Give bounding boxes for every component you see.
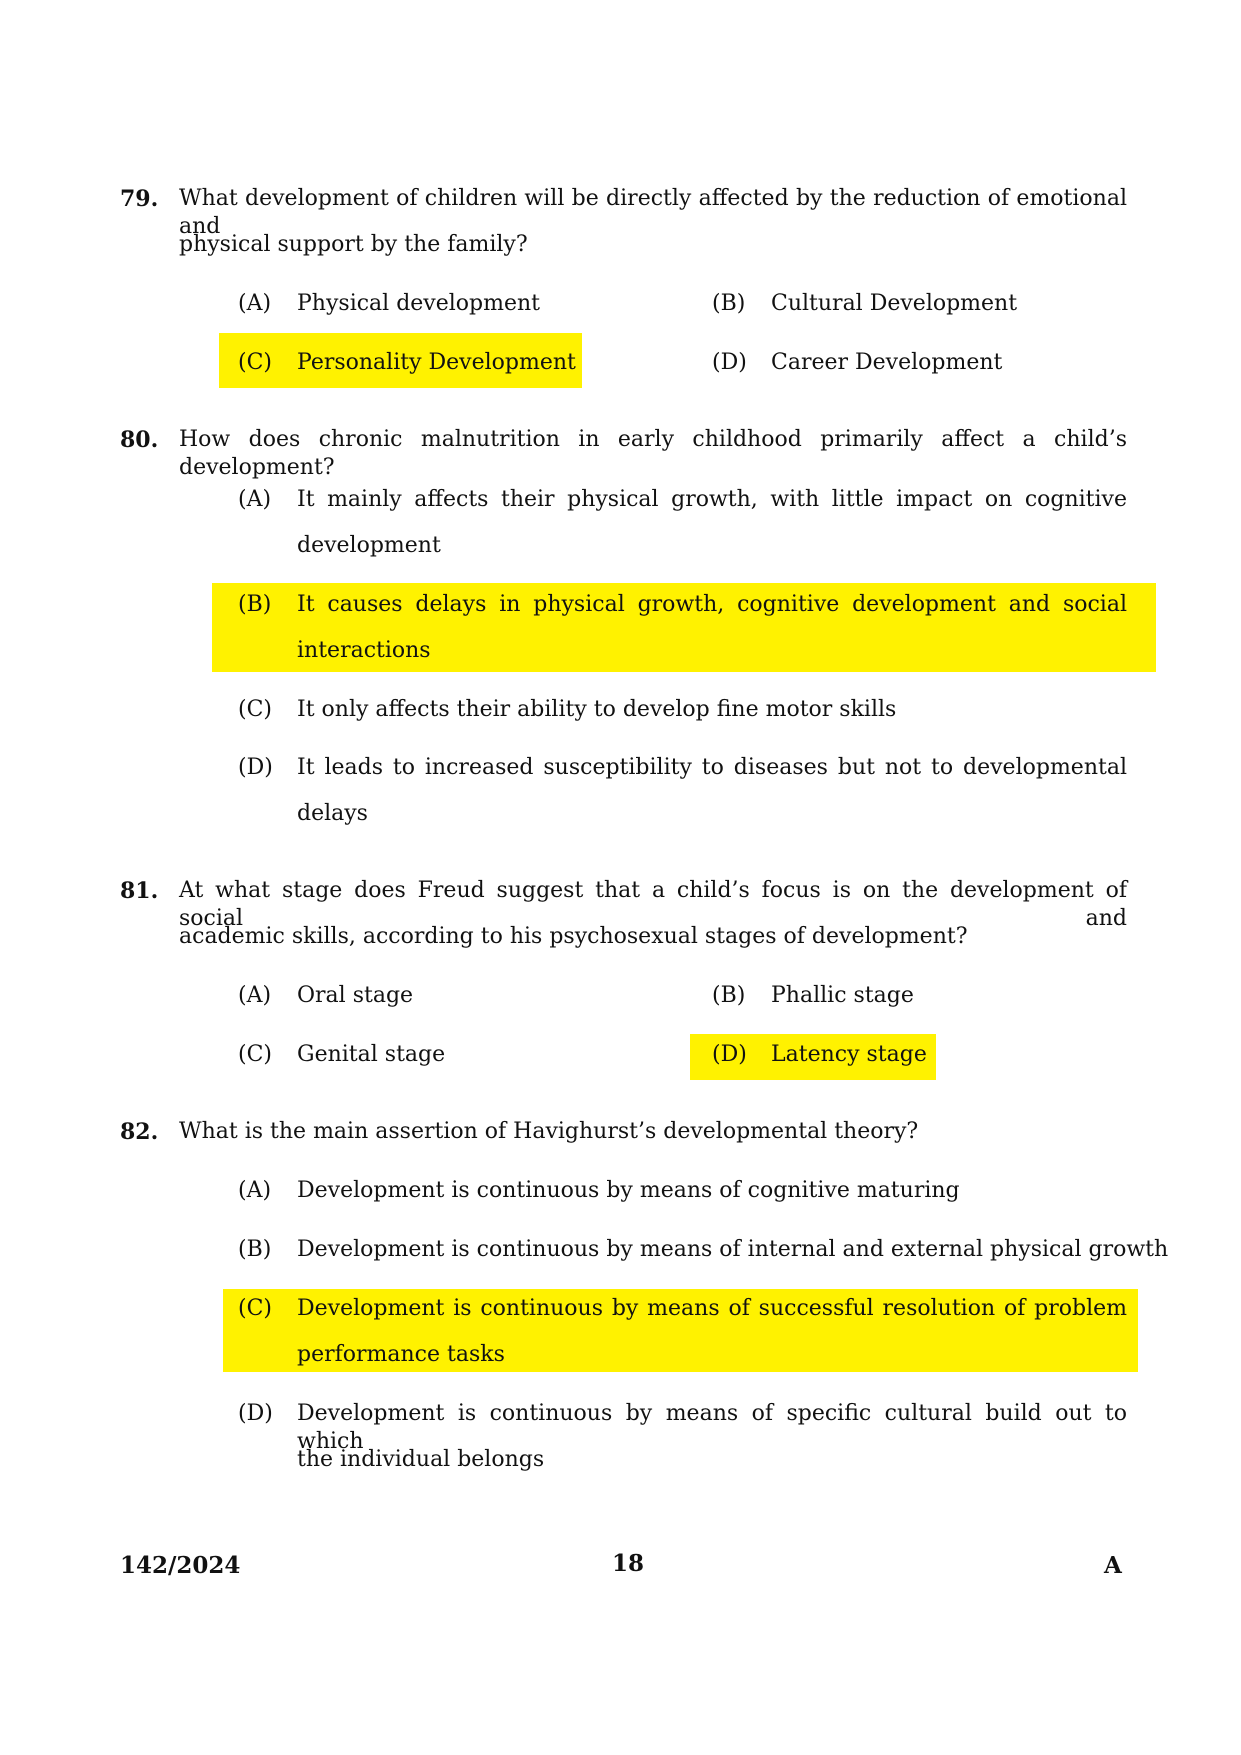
series-letter: A [1104,1552,1122,1579]
option-text: Cultural Development [771,291,1018,316]
option-text: Development is continuous by means of successful resolution of problem [297,1296,1127,1321]
question-text: What development of children will be directly affected by the reduction of emotional and [179,186,1127,239]
option-letter: (B) [712,983,746,1008]
option-letter: (A) [238,487,272,512]
question-number: 81. [120,878,159,904]
option-letter: (D) [712,1042,747,1067]
option-letter: (C) [238,697,272,722]
question-text: academic skills, according to his psychosexual stages of development? [179,924,968,949]
question-number: 80. [120,427,159,453]
option-letter: (C) [238,350,272,375]
option-text: Development is continuous by means of internal and external physical growth [297,1237,1169,1262]
option-text: Career Development [771,350,1003,375]
option-letter: (D) [238,1401,273,1426]
option-text: Personality Development [297,350,576,375]
option-text: Development is continuous by means of specific cultural build out to which [297,1401,1127,1454]
option-letter: (B) [238,592,272,617]
paper-code: 142/2024 [120,1552,241,1579]
option-letter: (B) [712,291,746,316]
option-letter: (C) [238,1042,272,1067]
option-text: Latency stage [771,1042,927,1067]
option-text: Phallic stage [771,983,914,1008]
option-text: Genital stage [297,1042,446,1067]
option-letter: (A) [238,1178,272,1203]
option-text: It leads to increased susceptibility to diseases but not to developmental [297,755,1127,780]
option-text: the individual belongs [297,1447,545,1472]
question-number: 82. [120,1119,159,1145]
option-text: delays [297,801,368,826]
question-number: 79. [120,186,159,212]
option-letter: (A) [238,291,272,316]
option-letter: (C) [238,1296,272,1321]
option-letter: (D) [238,755,273,780]
option-text: development [297,533,441,558]
option-letter: (D) [712,350,747,375]
question-text: What is the main assertion of Havighurst’s developmental theory? [179,1119,919,1144]
option-letter: (B) [238,1237,272,1262]
question-text: At what stage does Freud suggest that a child’s focus is on the development of social and [179,878,1127,931]
option-text: Physical development [297,291,540,316]
question-text: physical support by the family? [179,232,528,257]
option-text: Development is continuous by means of cognitive maturing [297,1178,960,1203]
option-text: It mainly affects their physical growth, with little impact on cognitive [297,487,1127,512]
option-letter: (A) [238,983,272,1008]
option-text: Oral stage [297,983,414,1008]
question-text: How does chronic malnutrition in early childhood primarily affect a child’s development? [179,427,1127,480]
option-text: It only affects their ability to develop fine motor skills [297,697,897,722]
option-text: interactions [297,638,431,663]
option-text: It causes delays in physical growth, cognitive development and social [297,592,1127,617]
option-text: performance tasks [297,1342,505,1367]
page-number: 18 [612,1550,645,1577]
